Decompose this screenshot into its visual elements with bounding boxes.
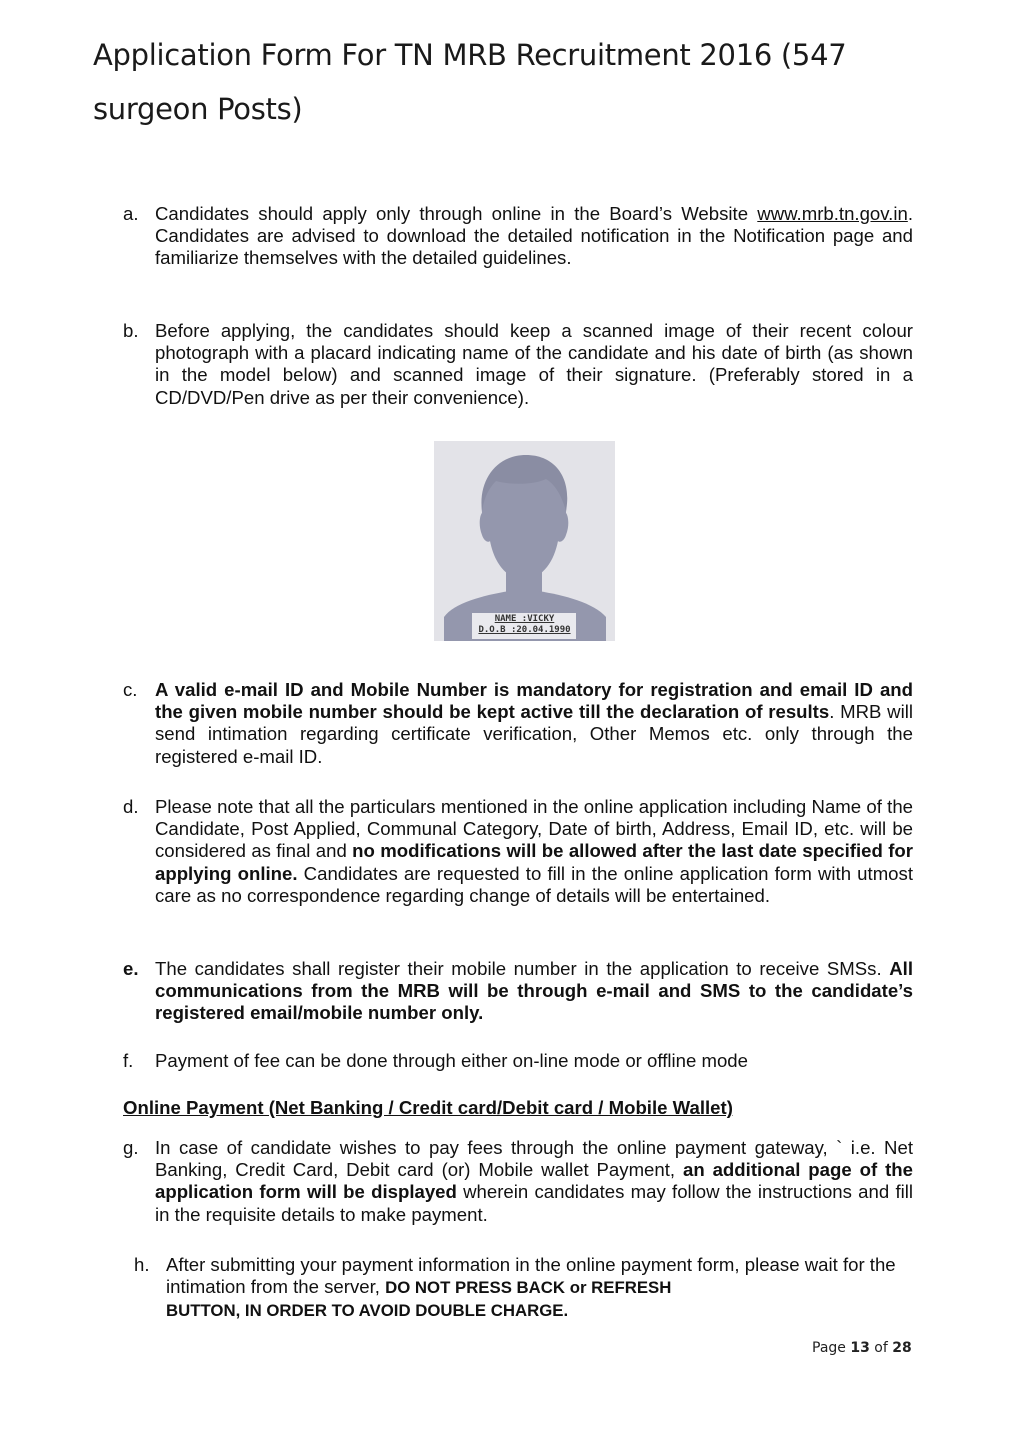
item-h-text: After submitting your payment information in the online payment form, please wait for the intimation from the server, <box>166 1254 896 1298</box>
item-a-text-2: . Candidates are advised to download the detailed notification in the Notification page and familiarize themselves with the detailed guidelines. <box>155 203 913 269</box>
item-body <box>155 958 913 1025</box>
item-body: Before applying, the candidates should keep a scanned image of their recent colour photograph with a placard indicating name of the candidate and his date of birth (as shown in the model below) and scanned image of their signature. (Preferably stored in a CD/DVD/Pen drive as per their convenience). <box>155 320 913 408</box>
item-g-bold: an additional page of the application form will be displayed <box>155 1159 913 1203</box>
item-d-text-1: Please note that all the particulars mentioned in the online application including Name of the Candidate, Post Applied, Communal Category, Date of birth, Address, Email ID, etc. will be considered as final and <box>155 796 913 862</box>
list-item-c <box>123 679 913 768</box>
item-g-text-2: wherein candidates may follow the instructions and fill in the requisite details to make payment. <box>155 1181 914 1225</box>
list-item-d <box>123 796 913 907</box>
item-marker: a. <box>123 203 139 224</box>
item-h-bold-2: BUTTON, IN ORDER TO AVOID DOUBLE CHARGE. <box>166 1301 569 1321</box>
online-payment-heading: Online Payment (Net Banking / Credit card/Debit card / Mobile Wallet) <box>123 1097 733 1118</box>
list-item-h <box>134 1254 913 1323</box>
list-item-a <box>123 203 913 270</box>
total-pages: 28 <box>892 1340 912 1356</box>
list-item-b <box>123 320 913 409</box>
item-marker: b. <box>123 320 139 341</box>
of-word: of <box>874 1340 888 1356</box>
item-body <box>155 796 913 907</box>
current-page: 13 <box>850 1340 870 1356</box>
item-marker: g. <box>123 1137 139 1158</box>
item-body <box>155 679 913 768</box>
page-number <box>812 1340 912 1356</box>
item-e-text: The candidates shall register their mobile number in the application to receive SMSs. <box>155 958 890 979</box>
list-item-f <box>123 1050 913 1072</box>
item-c-bold: A valid e-mail ID and Mobile Number is mandatory for registration and email ID and the given mobile number should be kept active till the declaration of results <box>155 679 913 723</box>
item-body <box>166 1254 913 1323</box>
model-photograph <box>434 441 615 641</box>
item-marker: c. <box>123 679 138 700</box>
item-g-text-1: In case of candidate wishes to pay fees through the online payment gateway, ` i.e. Net Banking, Credit Card, Debit card (or) Mobile wallet Payment, <box>155 1137 913 1181</box>
item-body: Payment of fee can be done through either on-line mode or offline mode <box>155 1050 748 1071</box>
item-body <box>155 1137 913 1226</box>
mrb-website-link[interactable]: www.mrb.tn.gov.in <box>757 203 908 224</box>
item-marker: d. <box>123 796 139 817</box>
placard-name: NAME :VICKY <box>494 614 555 624</box>
page-word: Page <box>812 1340 846 1356</box>
item-d-text-2: Candidates are requested to fill in the online application form with utmost care as no correspondence regarding change of details will be entertained. <box>155 862 913 906</box>
photo-placard <box>434 614 615 636</box>
item-a-text-1: Candidates should apply only through online in the Board’s Website <box>155 203 758 224</box>
list-item-g <box>123 1137 913 1226</box>
item-body <box>155 203 913 270</box>
silhouette-image <box>434 441 615 641</box>
item-c-text: . MRB will send intimation regarding certificate verification, Other Memos etc. only through the registered e-mail ID. <box>155 701 913 767</box>
page-title: Application Form For TN MRB Recruitment 2016 (547 surgeon Posts) <box>93 38 847 126</box>
item-marker: h. <box>134 1254 150 1275</box>
list-item-e <box>123 958 913 1025</box>
item-marker: e. <box>123 958 139 979</box>
placard-dob: D.O.B :20.04.1990 <box>478 625 571 635</box>
item-h-bold-1: DO NOT PRESS BACK or REFRESH <box>385 1278 672 1298</box>
item-marker: f. <box>123 1050 134 1071</box>
item-e-bold: All communications from the MRB will be through e-mail and SMS to the candidate’s registered email/mobile number only. <box>155 958 913 1024</box>
item-d-bold: no modifications will be allowed after the last date specified for applying online. <box>155 840 913 884</box>
